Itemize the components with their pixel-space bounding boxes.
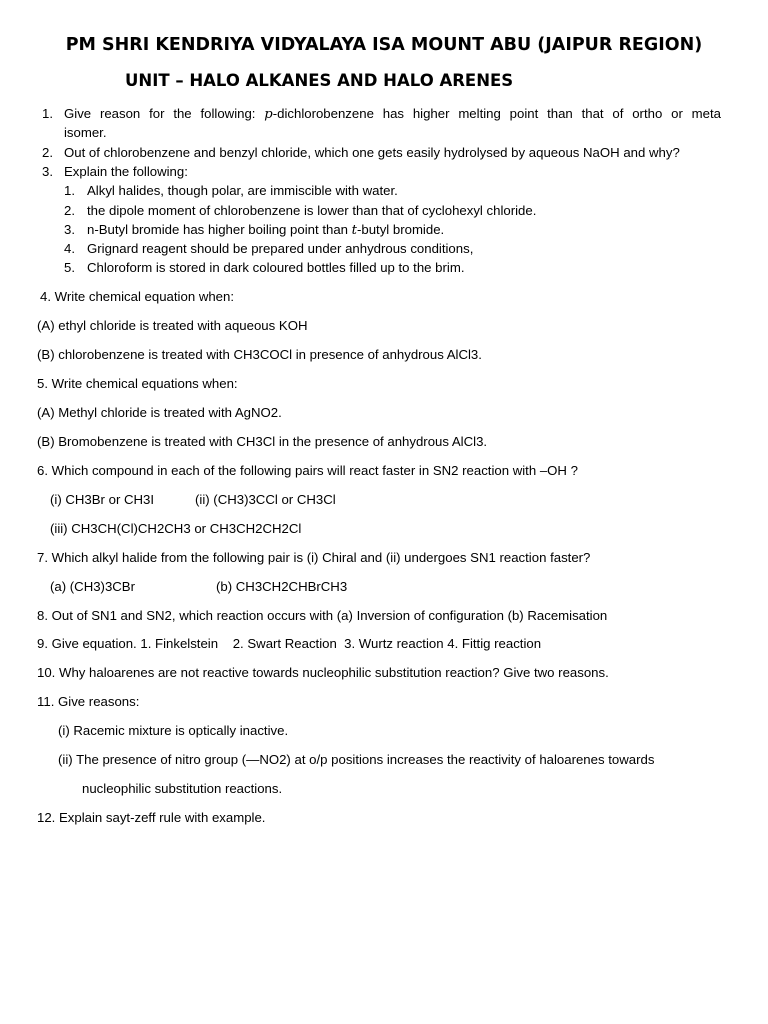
q9-text: 9. Give equation. 1. Finkelstein 2. Swart Reaction 3. Wurtz reaction 4. Fittig reaction (37, 636, 542, 651)
q1-line1 (64, 104, 721, 124)
q3-sub3-text (87, 220, 444, 240)
q10-text: 10. Why haloarenes are not reactive towards nucleophilic substitution reaction? Give two reasons. (37, 665, 609, 680)
q4-title: 4. Write chemical equation when: (40, 289, 235, 304)
q5-part-a: (A) Methyl chloride is treated with AgNO2. (37, 405, 282, 420)
q3-sub5-number: 5. (64, 260, 75, 275)
q5-part-b: (B) Bromobenzene is treated with CH3Cl in the presence of anhydrous AlCl3. (37, 434, 488, 449)
q3-sub3-italic: t (351, 223, 357, 238)
q5-title: 5. Write chemical equations when: (37, 376, 238, 391)
q4-part-b: (B) chlorobenzene is treated with CH3COCl in presence of anhydrous AlCl3. (37, 347, 482, 362)
q11-title: 11. Give reasons: (37, 694, 140, 709)
q3-sub2-text: the dipole moment of chlorobenzene is lower than that of cyclohexyl chloride. (87, 203, 537, 218)
q3-sub1-number: 1. (64, 183, 75, 198)
q6-title: 6. Which compound in each of the following pairs will react faster in SN2 reaction with –OH ? (37, 463, 578, 478)
q2-number: 2. (42, 145, 53, 160)
q3-sub3-pre: n-Butyl bromide has higher boiling point than (87, 222, 352, 237)
q3-number: 3. (42, 164, 53, 179)
q4-part-a: (A) ethyl chloride is treated with aqueous KOH (37, 318, 308, 333)
q7-title: 7. Which alkyl halide from the following pair is (i) Chiral and (ii) undergoes SN1 reaction faster? (37, 550, 591, 565)
q11-reason-i: (i) Racemic mixture is optically inactive. (58, 723, 289, 738)
q3-text: Explain the following: (64, 164, 188, 179)
q3-sub1-text: Alkyl halides, though polar, are immiscible with water. (87, 183, 398, 198)
q3-sub3-post: -butyl bromide. (356, 222, 445, 237)
q11-reason-ii-line1: (ii) The presence of nitro group (—NO2) at o/p positions increases the reactivity of haloarenes towards (58, 752, 655, 767)
q8-text: 8. Out of SN1 and SN2, which reaction occurs with (a) Inversion of configuration (b) Racemisation (37, 608, 608, 623)
q1-text-post: -dichlorobenzene has higher melting point than that of ortho or meta (272, 106, 721, 121)
q2-text: Out of chlorobenzene and benzyl chloride, which one gets easily hydrolysed by aqueous NaOH and why? (64, 145, 680, 160)
q1-number: 1. (42, 106, 53, 121)
q1-text-italic: p (264, 107, 273, 122)
q3-sub2-number: 2. (64, 203, 75, 218)
q3-sub5-text: Chloroform is stored in dark coloured bottles filled up to the brim. (87, 260, 465, 275)
q11-reason-ii-line2: nucleophilic substitution reactions. (82, 781, 283, 796)
q7-option-a: (a) (CH3)3CBr (50, 579, 135, 594)
q7-option-b: (b) CH3CH2CHBrCH3 (216, 579, 348, 594)
q6-option-i: (i) CH3Br or CH3I (50, 492, 155, 507)
q6-option-iii: (iii) CH3CH(Cl)CH2CH3 or CH3CH2CH2Cl (50, 521, 302, 536)
school-title: PM SHRI KENDRIYA VIDYALAYA ISA MOUNT ABU (JAIPUR REGION) (65, 35, 703, 55)
q3-sub4-number: 4. (64, 241, 75, 256)
q1-line2: isomer. (64, 125, 107, 140)
q3-sub4-text: Grignard reagent should be prepared under anhydrous conditions, (87, 241, 474, 256)
q3-sub3-number: 3. (64, 222, 75, 237)
q6-option-ii: (ii) (CH3)3CCl or CH3Cl (195, 492, 336, 507)
q12-text: 12. Explain sayt-zeff rule with example. (37, 810, 266, 825)
q1-text-pre: Give reason for the following: (64, 106, 265, 121)
unit-title: UNIT – HALO ALKANES AND HALO ARENES (125, 71, 514, 90)
